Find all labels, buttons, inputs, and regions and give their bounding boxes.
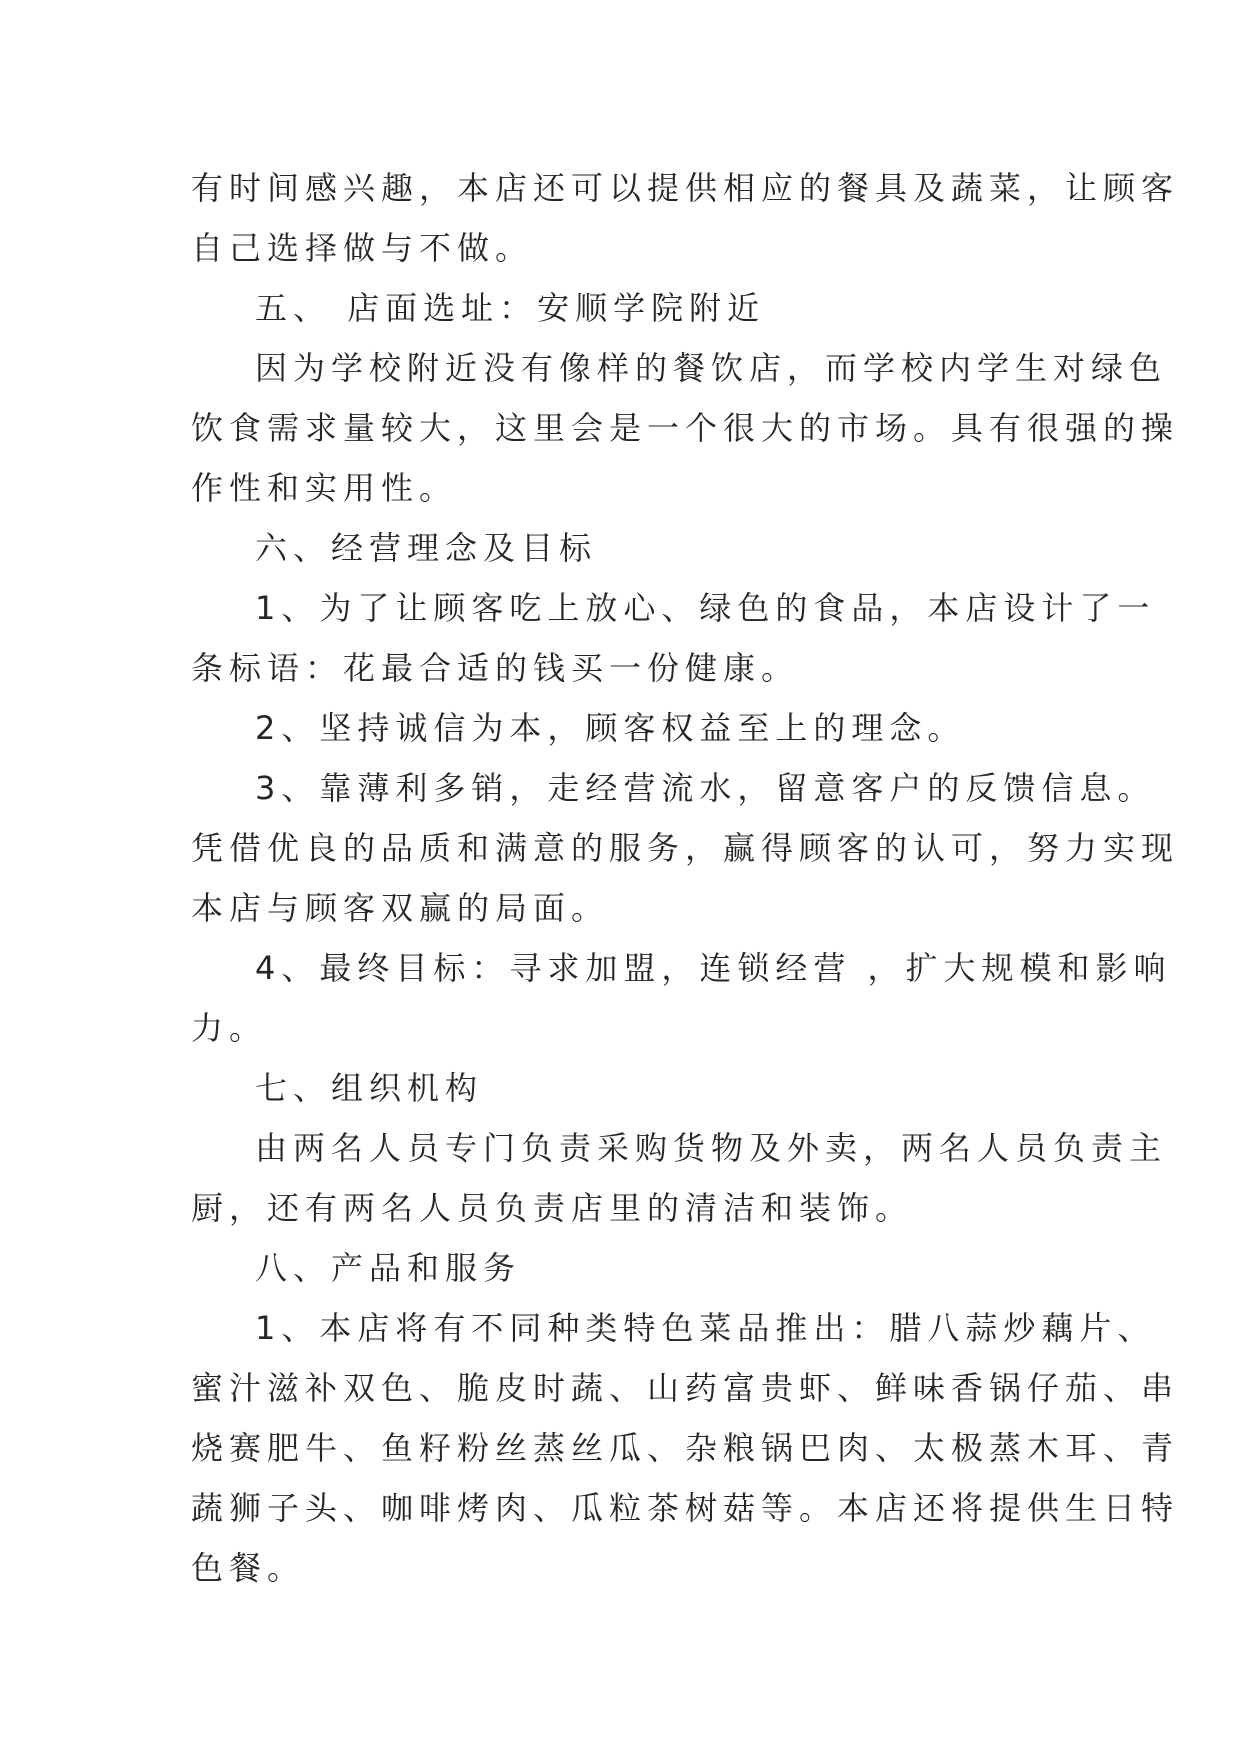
text-line: 本店与顾客双赢的局面。	[191, 889, 610, 927]
text-line: 凭借优良的品质和满意的服务，赢得顾客的认可，努力实现	[191, 829, 1180, 867]
text-line: 因为学校附近没有像样的餐饮店，而学校内学生对绿色	[255, 349, 1168, 387]
text-line: 厨，还有两名人员负责店里的清洁和装饰。	[191, 1189, 914, 1227]
text-line: 蜜汁滋补双色、脆皮时蔬、山药富贵虾、鲜味香锅仔茄、串	[191, 1369, 1180, 1407]
text-line: 条标语：花最合适的钱买一份健康。	[191, 649, 800, 687]
text-line: 饮食需求量较大，这里会是一个很大的市场。具有很强的操	[191, 409, 1180, 447]
section-heading: 六、经营理念及目标	[255, 529, 598, 567]
list-item: 1、为了让顾客吃上放心、绿色的食品，本店设计了一	[255, 589, 1156, 627]
list-item: 4、最终目标：寻求加盟，连锁经营 ，扩大规模和影响	[255, 949, 1172, 987]
text-line: 色餐。	[191, 1549, 306, 1587]
text-line: 烧赛肥牛、鱼籽粉丝蒸丝瓜、杂粮锅巴肉、太极蒸木耳、青	[191, 1429, 1180, 1467]
list-item: 2、坚持诚信为本，顾客权益至上的理念。	[255, 709, 966, 747]
document-body	[191, 158, 1180, 1598]
section-heading: 八、产品和服务	[255, 1249, 522, 1287]
section-heading: 五、 店面选址：安顺学院附近	[255, 289, 766, 327]
text-line: 自己选择做与不做。	[191, 229, 534, 267]
list-item: 1、本店将有不同种类特色菜品推出：腊八蒜炒藕片、	[255, 1309, 1156, 1347]
text-line: 蔬狮子头、咖啡烤肉、瓜粒茶树菇等。本店还将提供生日特	[191, 1489, 1180, 1527]
text-line: 由两名人员专门负责采购货物及外卖，两名人员负责主	[255, 1129, 1168, 1167]
list-item: 3、靠薄利多销，走经营流水，留意客户的反馈信息。	[255, 769, 1156, 807]
text-line: 作性和实用性。	[191, 469, 458, 507]
section-heading: 七、组织机构	[255, 1069, 484, 1107]
text-line: 有时间感兴趣，本店还可以提供相应的餐具及蔬菜，让顾客	[191, 169, 1180, 207]
text-line: 力。	[191, 1009, 268, 1047]
